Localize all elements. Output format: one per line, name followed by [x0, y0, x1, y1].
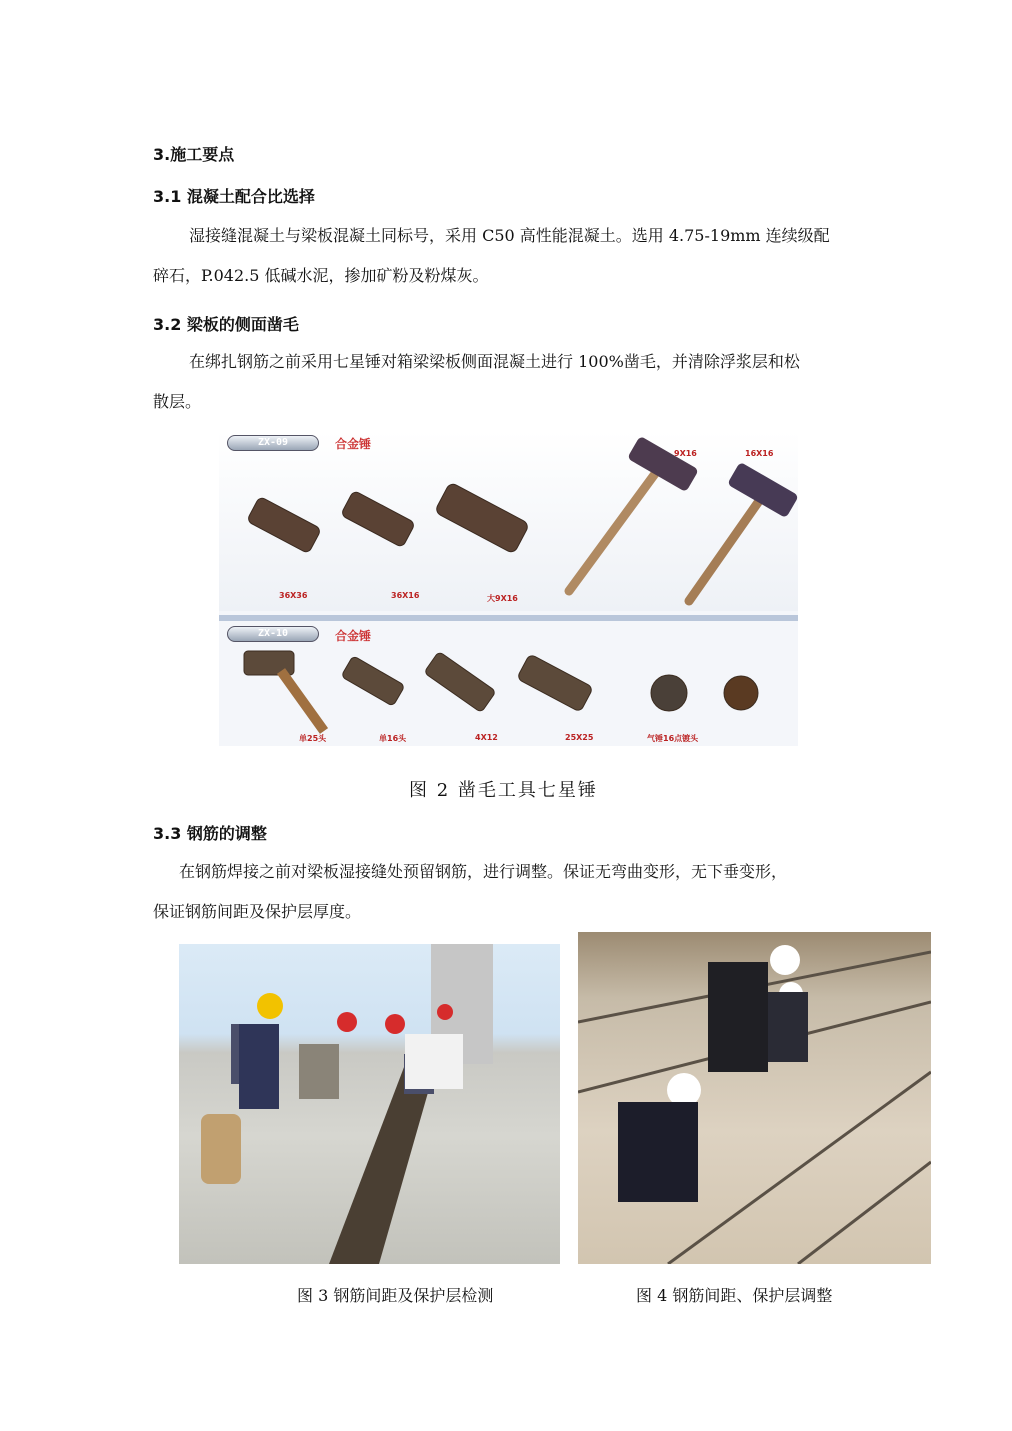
section-3-2-title: 3.2 梁板的侧面凿毛 — [153, 315, 299, 334]
paragraph-line: 碎石，P.042.5 低碱水泥，掺加矿粉及粉煤灰。 — [153, 266, 489, 285]
section-3-1-paragraph — [153, 216, 863, 296]
photo-scene — [179, 944, 560, 1264]
section-3-3-title: 3.3 钢筋的调整 — [153, 824, 267, 843]
hammer-head-icon — [247, 482, 530, 554]
long-hammer-icon — [569, 436, 798, 601]
product-name: 合金锤 — [335, 437, 372, 451]
hammer-label: 25X25 — [565, 733, 594, 742]
model-badge: ZX-10 — [227, 626, 319, 642]
paragraph-line: 保证钢筋间距及保护层厚度。 — [153, 902, 362, 921]
photo-scene — [578, 932, 931, 1264]
product-name: 合金锤 — [335, 629, 372, 643]
hammer-label: 9X16 — [674, 449, 697, 458]
hammer-label: 16X16 — [745, 449, 774, 458]
hammer-head-icon — [244, 651, 758, 731]
hammer-label: 单25头 — [299, 734, 327, 743]
figure-2-caption: 图 2 凿毛工具七星锤 — [409, 780, 598, 801]
hammer-label: 36X16 — [391, 591, 420, 600]
hammer-label: 单16头 — [379, 734, 407, 743]
hammer-label: 4X12 — [475, 733, 498, 742]
hammer-label: 气锤16点镀头 — [647, 734, 699, 743]
hard-hat-icon — [667, 1073, 701, 1107]
model-badge: ZX-09 — [227, 435, 319, 451]
hammer-illustrations — [219, 431, 798, 746]
paragraph-line: 湿接缝混凝土与梁板混凝土同标号，采用 C50 高性能混凝土。选用 4.75-19mm 连续级配 — [189, 226, 830, 245]
section-3-title: 3.施工要点 — [153, 145, 235, 164]
paragraph-line: 散层。 — [153, 392, 202, 411]
hammer-catalog-image — [219, 431, 798, 746]
figure-4-caption: 图 4 钢筋间距、保护层调整 — [636, 1286, 833, 1305]
section-3-2-paragraph — [153, 342, 863, 422]
gas-cylinder — [201, 1114, 241, 1184]
hammer-label: 36X36 — [279, 591, 308, 600]
hard-hat-icon — [770, 945, 800, 975]
figure-3-caption: 图 3 钢筋间距及保护层检测 — [297, 1286, 494, 1305]
hammer-label: 大9X16 — [487, 594, 518, 603]
section-3-1-title: 3.1 混凝土配合比选择 — [153, 187, 315, 206]
rebar-inspection-photo — [179, 944, 560, 1264]
hard-hat-icon — [257, 993, 283, 1019]
paragraph-line: 在绑扎钢筋之前采用七星锤对箱梁梁板侧面混凝土进行 100%凿毛，并清除浮浆层和松 — [189, 352, 800, 371]
paragraph-line: 在钢筋焊接之前对梁板湿接缝处预留钢筋，进行调整。保证无弯曲变形，无下垂变形， — [179, 862, 788, 881]
rebar-adjustment-photo — [578, 932, 931, 1264]
section-3-3-paragraph — [153, 852, 863, 932]
